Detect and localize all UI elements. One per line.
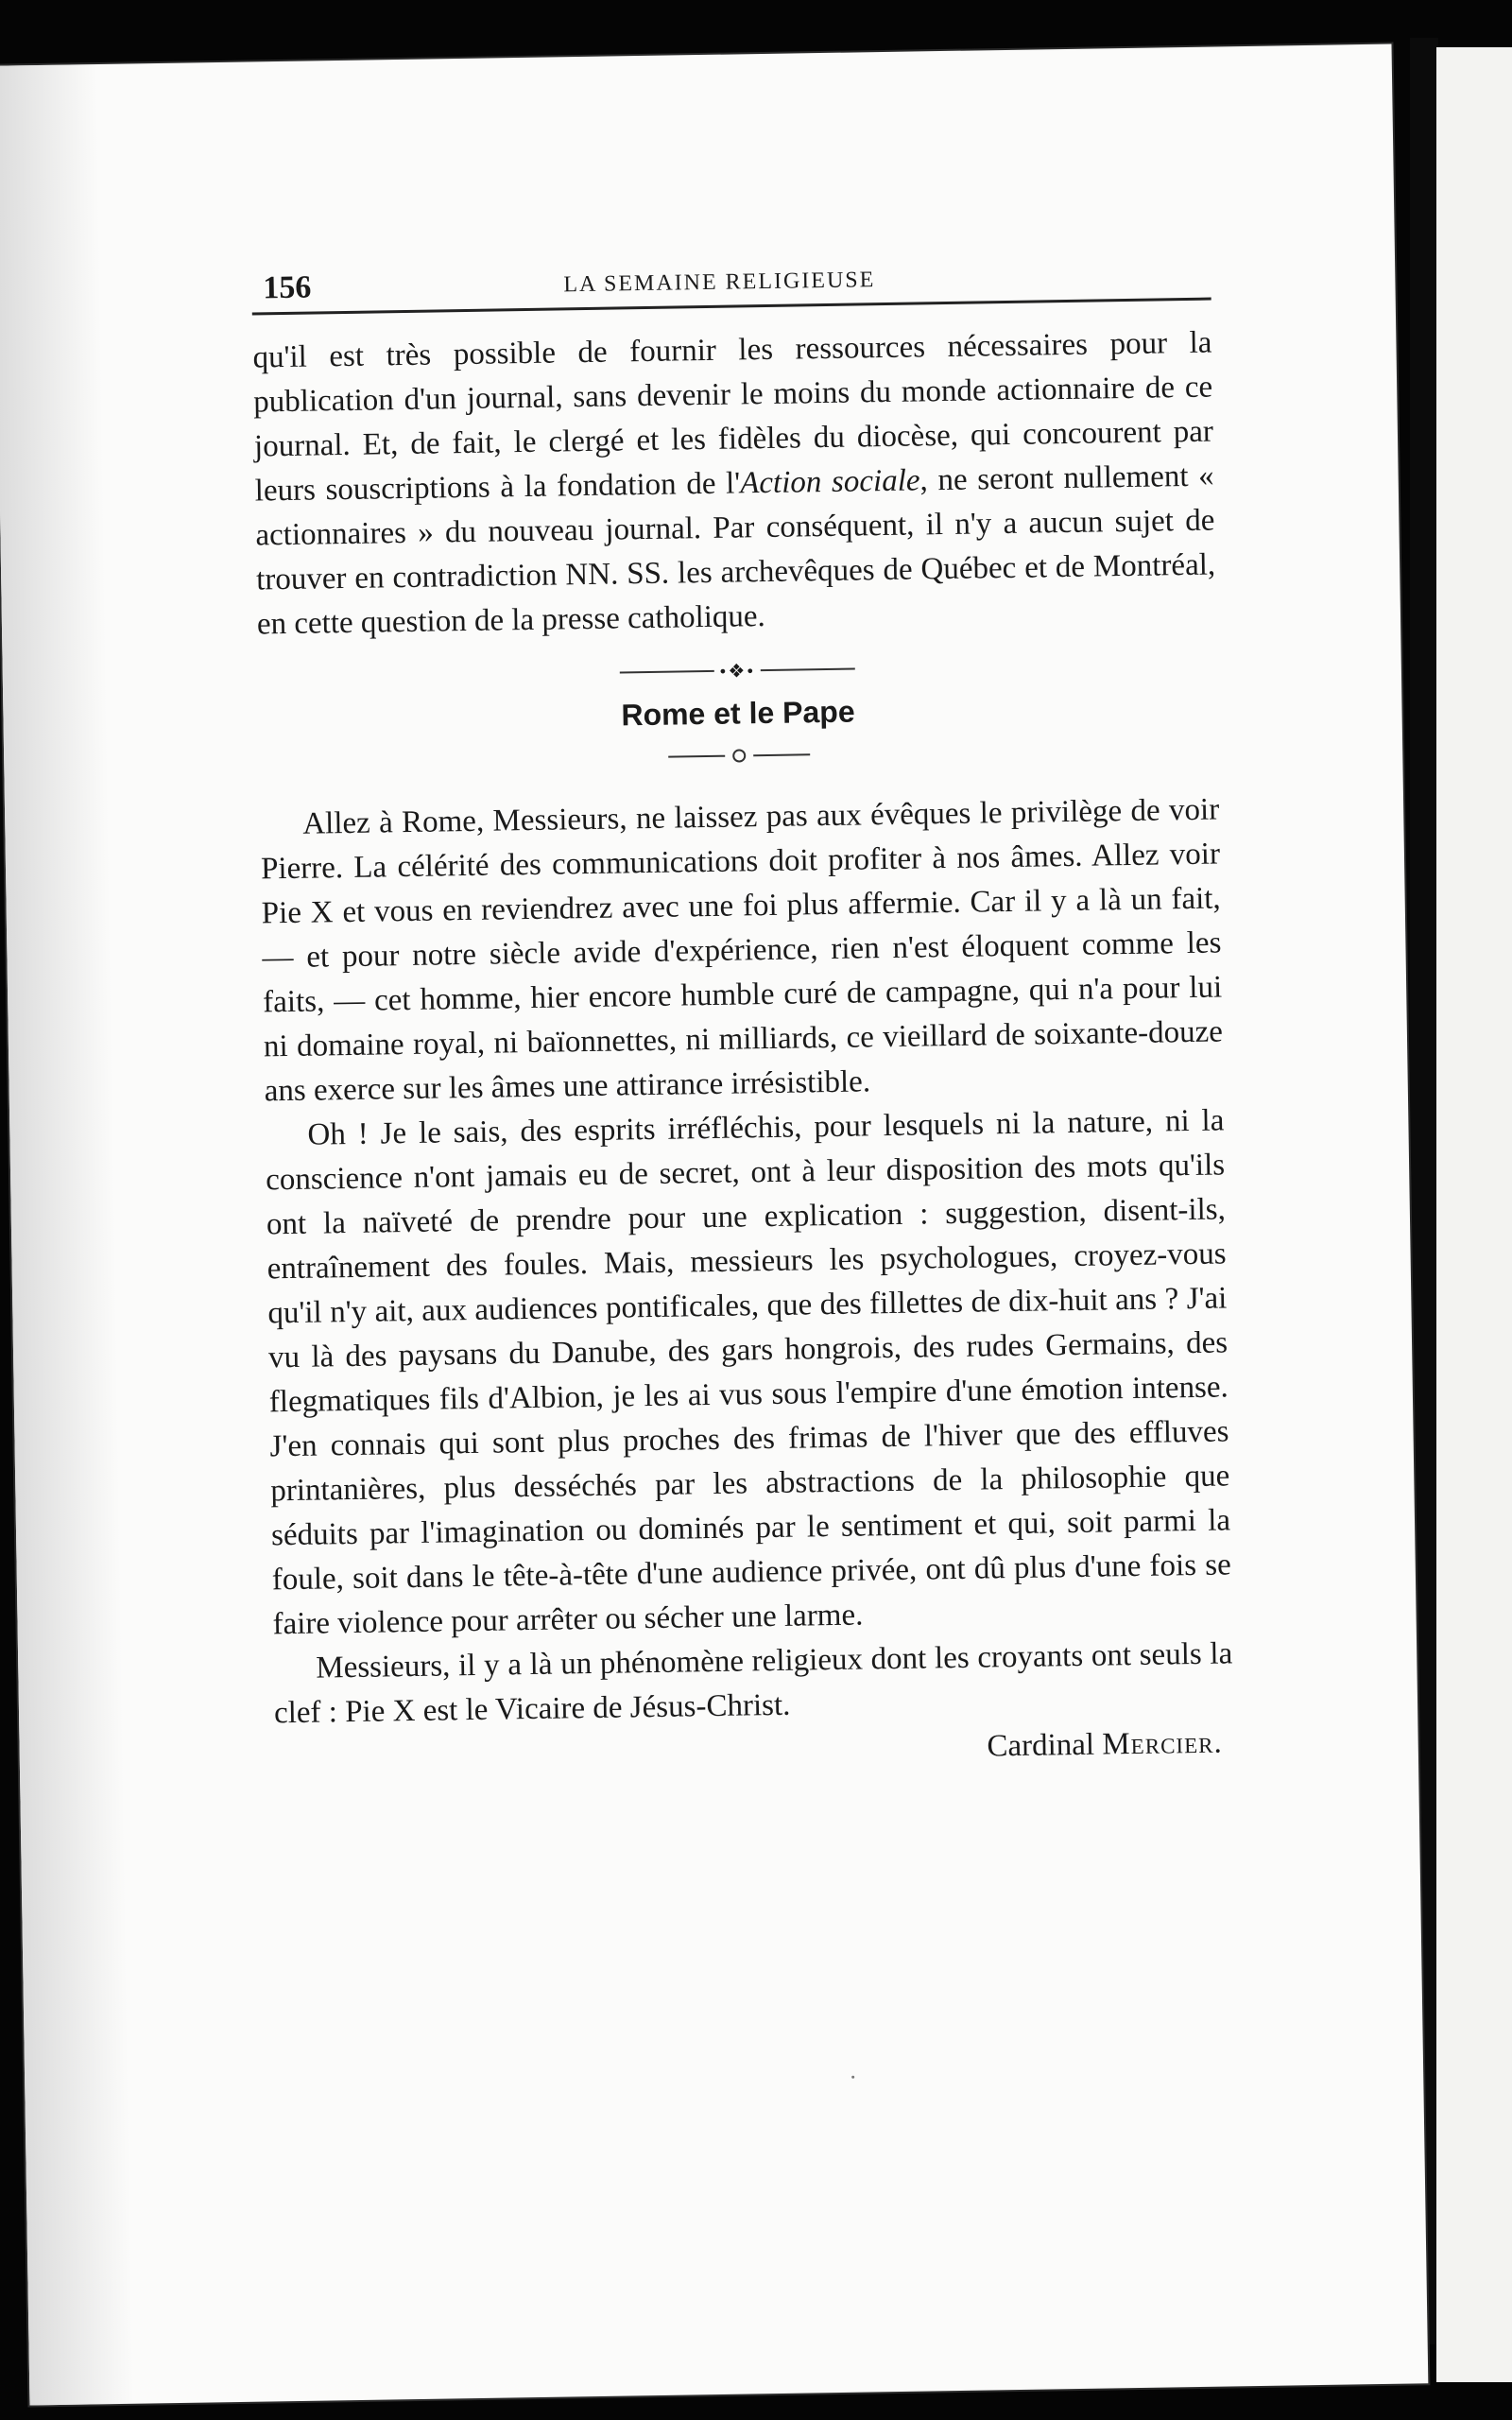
article-paragraph: Messieurs, il y a là un phénomène religieux dont les croyants ont seuls la clef : Pie X est le Vicaire de Jésus-Christ. <box>273 1636 1233 1731</box>
divider-line-right <box>761 668 855 672</box>
circle-icon <box>732 749 746 762</box>
page-content <box>251 241 1234 1781</box>
book-page <box>0 44 1428 2406</box>
facing-page-edge <box>1436 47 1512 2382</box>
newspaper-name: Action sociale <box>739 463 920 501</box>
page-number: 156 <box>263 269 312 306</box>
continued-text-end: , ne seront nullement « actionnaires » du nouveau journal. Par conséquent, il n'y a aucun sujet de trouver en contradiction NN. SS. les archevêques de Québec et de Montréal, en cette question de la presse catholique. <box>255 458 1216 642</box>
ornament-line-right <box>753 753 810 756</box>
page-header <box>251 241 1211 316</box>
section-divider-ornament <box>258 649 1217 693</box>
article-paragraph: Oh ! Je le sais, des esprits irréfléchis, pour lesquels ni la nature, ni la conscience n'ont jamais eu de secret, ont à leur disposition des mots qu'ils ont la naïveté de prendre pour une explication : suggestion, disent-ils, entraînement des foules. Mais, messieurs les psychologues, croyez-vous qu'il n'y ait, aux audiences pontificales, que des fillettes de dix-huit ans ? J'ai vu là des paysans du Danube, des gars hongrois, des rudes Germains, des flegmatiques fils d'Albion, je les ai vus sous l'empire d'une émotion intense. J'en connais qui sont plus proches des frimas de l'hiver que des effluves printanières, plus desséchés par les abstractions de la philosophie que séduits par l'imagination ou dominés par le sentiment et qui, soit parmi la foule, soit dans le tête-à-tête d'une audience privée, ont dû plus d'une fois se faire violence pour arrêter ou sécher une larme. <box>265 1103 1232 1642</box>
title-underline-ornament <box>259 730 1219 783</box>
signature-title: Cardinal <box>987 1727 1095 1764</box>
continued-text-start: qu'il est très possible de fournir les ressources nécessaires pour la publication d'un journal, sans devenir le moins du monde actionnaire de ce journal. Et, de fait, le clergé et les fidèles du diocèse, qui concourent par leurs souscriptions à la fondation de l' <box>252 325 1214 509</box>
article-title: Rome et le Pape <box>621 694 855 733</box>
fleuron-icon: •❖• <box>719 660 756 683</box>
article-paragraph: Allez à Rome, Messieurs, ne laissez pas aux évêques le privilège de voir Pierre. La célérité des communications doit profiter à nos âmes. Allez voir Pie X et vous en reviendrez avec une foi plus affermie. Car il y a là un fait, — et pour notre siècle avide d'expérience, rien n'est éloquent comme les faits, — cet homme, hier encore humble curé de campagne, qui n'a pour lui ni domaine royal, ni baïonnettes, ni milliards, ce vieillard de soixante-douze ans exerce sur les âmes une attirance irrésistible. <box>260 792 1224 1109</box>
signature-name: Mercier. <box>1102 1725 1223 1762</box>
ornament-line-left <box>668 755 725 758</box>
paper-speck <box>851 2076 854 2079</box>
running-title: LA SEMAINE RELIGIEUSE <box>563 268 876 298</box>
divider-line-left <box>619 670 713 674</box>
continued-paragraph <box>252 321 1216 648</box>
